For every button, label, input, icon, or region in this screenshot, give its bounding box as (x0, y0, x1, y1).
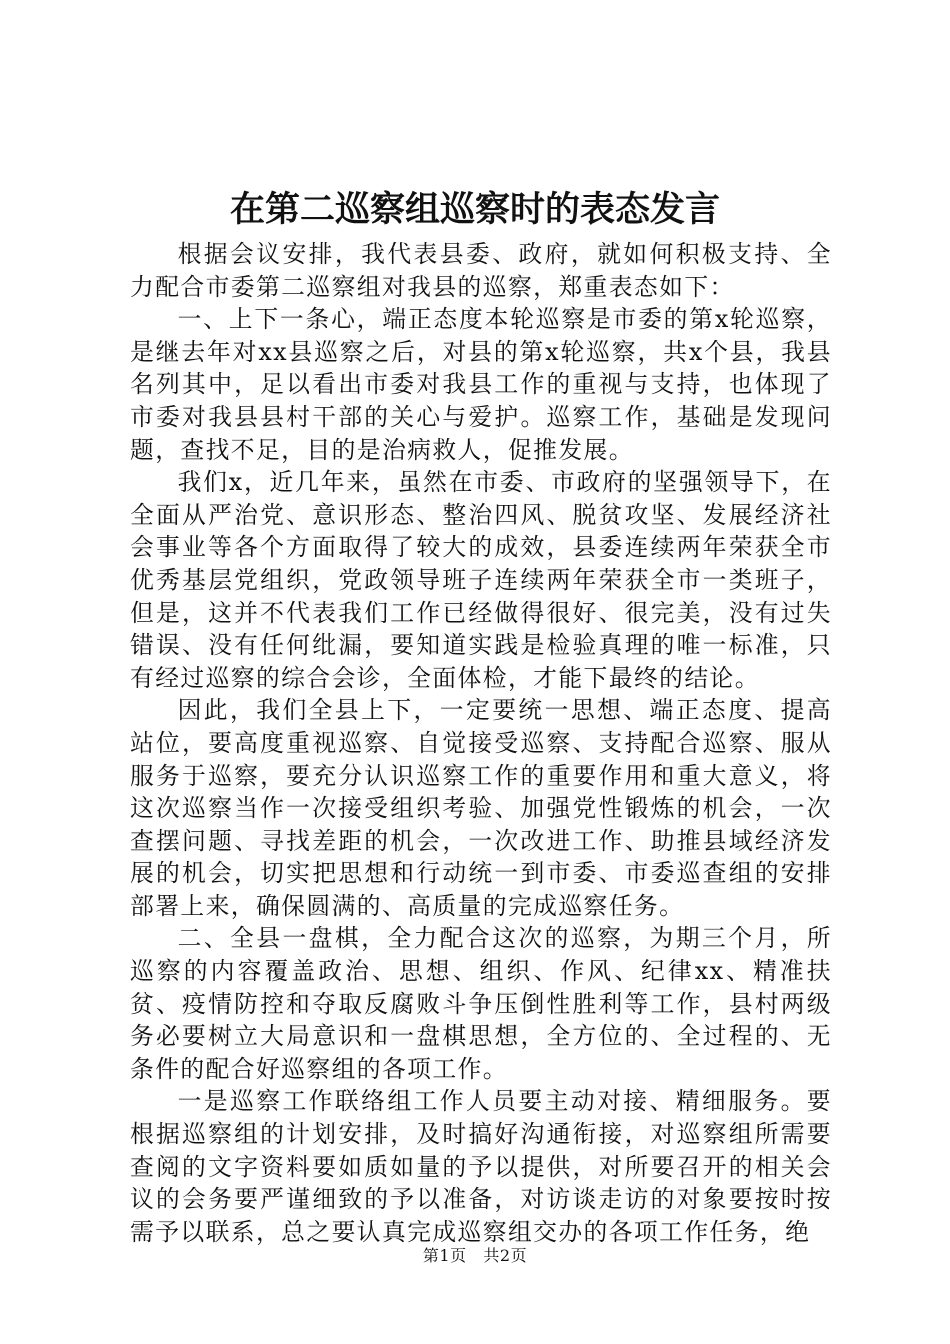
paragraph: 一是巡察工作联络组工作人员要主动对接、精细服务。要根据巡察组的计划安排，及时搞好沟通衔接，对巡察组所需要查阅的文字资料要如质如量的予以提供，对所要召开的相关会议的会务要严谨细致的予以准备，对访谈走访的对象要按时按需予以联系，总之要认真完成巡察组交办的各项工作任务，绝 (130, 1087, 832, 1246)
page-total: 共2页 (483, 1246, 528, 1265)
document-title: 在第二巡察组巡察时的表态发言 (229, 189, 720, 230)
paragraph: 因此，我们全县上下，一定要统一思想、端正态度、提高站位，要高度重视巡察、自觉接受巡察、支持配合巡察、服从服务于巡察，要充分认识巡察工作的重要作用和重大意义，将这次巡察当作一次接受组织考验、加强党性锻炼的机会，一次查摆问题、寻找差距的机会，一次改进工作、助推县域经济发展的机会，切实把思想和行动统一到市委、市委巡查组的安排部署上来，确保圆满的、高质量的完成巡察任务。 (130, 696, 832, 920)
document-body (130, 238, 832, 1248)
paragraph: 我们x，近几年来，虽然在市委、市政府的坚强领导下，在全面从严治党、意识形态、整治四风、脱贫攻坚、发展经济社会事业等各个方面取得了较大的成效，县委连续两年荣获全市优秀基层党组织，党政领导班子连续两年荣获全市一类班子，但是，这并不代表我们工作已经做得很好、很完美，没有过失错误、没有任何纰漏，要知道实践是检验真理的唯一标准，只有经过巡察的综合会诊，全面体检，才能下最终的结论。 (130, 468, 832, 692)
paragraph: 二、全县一盘棋，全力配合这次的巡察，为期三个月，所巡察的内容覆盖政治、思想、组织、作风、纪律xx、精准扶贫、疫情防控和夺取反腐败斗争压倒性胜利等工作，县村两级务必要树立大局意识和一盘棋思想，全方位的、全过程的、无条件的配合好巡察组的各项工作。 (130, 924, 832, 1083)
page-number: 第1页 (422, 1246, 467, 1265)
paragraph: 根据会议安排，我代表县委、政府，就如何积极支持、全力配合市委第二巡察组对我县的巡察，郑重表态如下： (130, 240, 832, 301)
page-footer (0, 1244, 950, 1268)
paragraph: 一、上下一条心，端正态度本轮巡察是市委的第x轮巡察，是继去年对xx县巡察之后，对县的第x轮巡察，共x个县，我县名列其中，足以看出市委对我县工作的重视与支持，也体现了市委对我县县村干部的关心与爱护。巡察工作，基础是发现问题，查找不足，目的是治病救人，促推发展。 (130, 305, 832, 464)
